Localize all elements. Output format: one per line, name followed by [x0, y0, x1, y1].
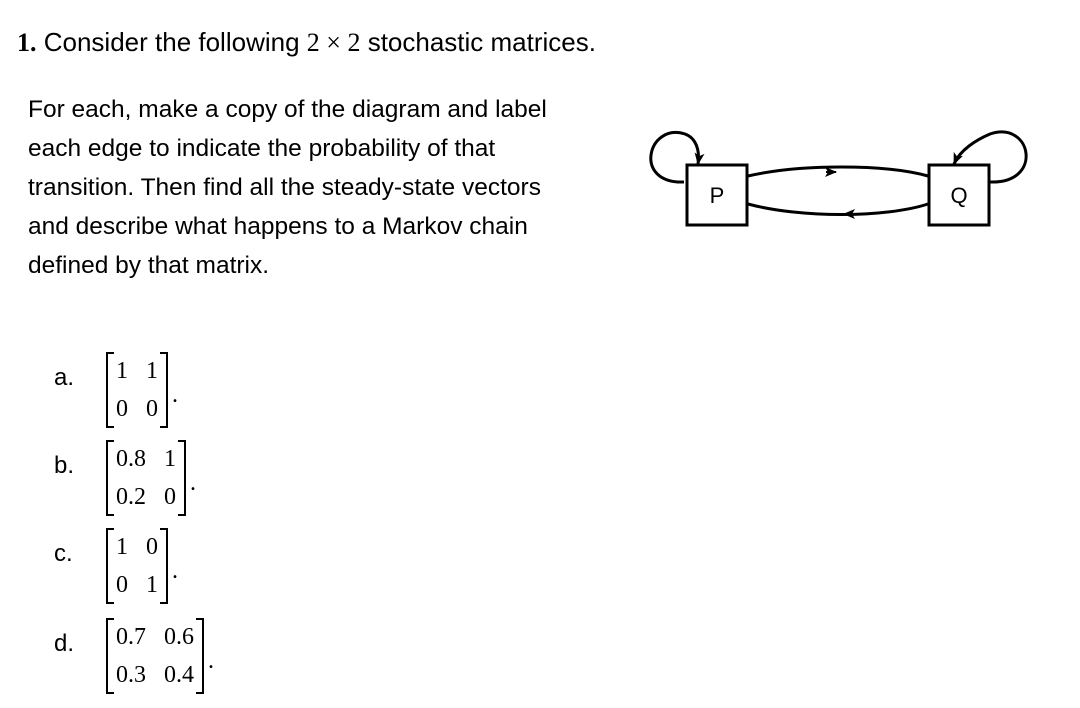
- matrix: [106, 352, 178, 428]
- heading-text-before: Consider the following: [43, 27, 300, 57]
- edge-p-to-q: [748, 167, 928, 176]
- item-letter: b.: [54, 452, 75, 479]
- matrix: [106, 618, 214, 694]
- heading-text-after: stochastic matrices.: [367, 27, 596, 57]
- item-letter: d.: [54, 630, 75, 657]
- matrix-period: .: [208, 648, 214, 674]
- matrix-cell: 0.8: [116, 446, 146, 472]
- matrix-cell: 1: [116, 534, 128, 560]
- matrix-period: .: [190, 470, 196, 496]
- matrix-cell: 0.7: [116, 624, 146, 650]
- markov-diagram: [640, 122, 1040, 242]
- problem-heading: [17, 24, 596, 61]
- matrix-cell: 1: [146, 358, 158, 384]
- matrix-cell: 0.2: [116, 484, 146, 510]
- matrix-cell: 0: [146, 396, 158, 422]
- heading-dims: 2 × 2: [306, 28, 361, 57]
- matrix-period: .: [172, 382, 178, 408]
- matrix: [106, 440, 196, 516]
- problem-number: 1.: [17, 28, 37, 57]
- item-letter: c.: [54, 540, 73, 567]
- node-q-label: Q: [950, 183, 968, 208]
- matrix-cell: 0: [146, 534, 158, 560]
- matrix-cell: 1: [164, 446, 176, 472]
- matrix-cell: 0.4: [164, 662, 194, 688]
- node-p-label: P: [709, 183, 725, 208]
- matrix-cell: 1: [146, 572, 158, 598]
- matrix-cell: 0: [116, 572, 128, 598]
- matrix-cell: 0: [116, 396, 128, 422]
- matrix: [106, 528, 178, 604]
- edge-q-to-p: [748, 204, 928, 215]
- matrix-cell: 0.6: [164, 624, 194, 650]
- item-letter: a.: [54, 364, 75, 391]
- matrix-cell: 1: [116, 358, 128, 384]
- matrix-period: .: [172, 558, 178, 584]
- instructions-text: For each, make a copy of the diagram and label each edge to indicate the probability of that transition. Then find all the steady-state vectors and describe what happens to a Markov chain defined by that matrix.: [28, 96, 547, 279]
- matrix-cell: 0.3: [116, 662, 146, 688]
- matrix-cell: 0: [164, 484, 176, 510]
